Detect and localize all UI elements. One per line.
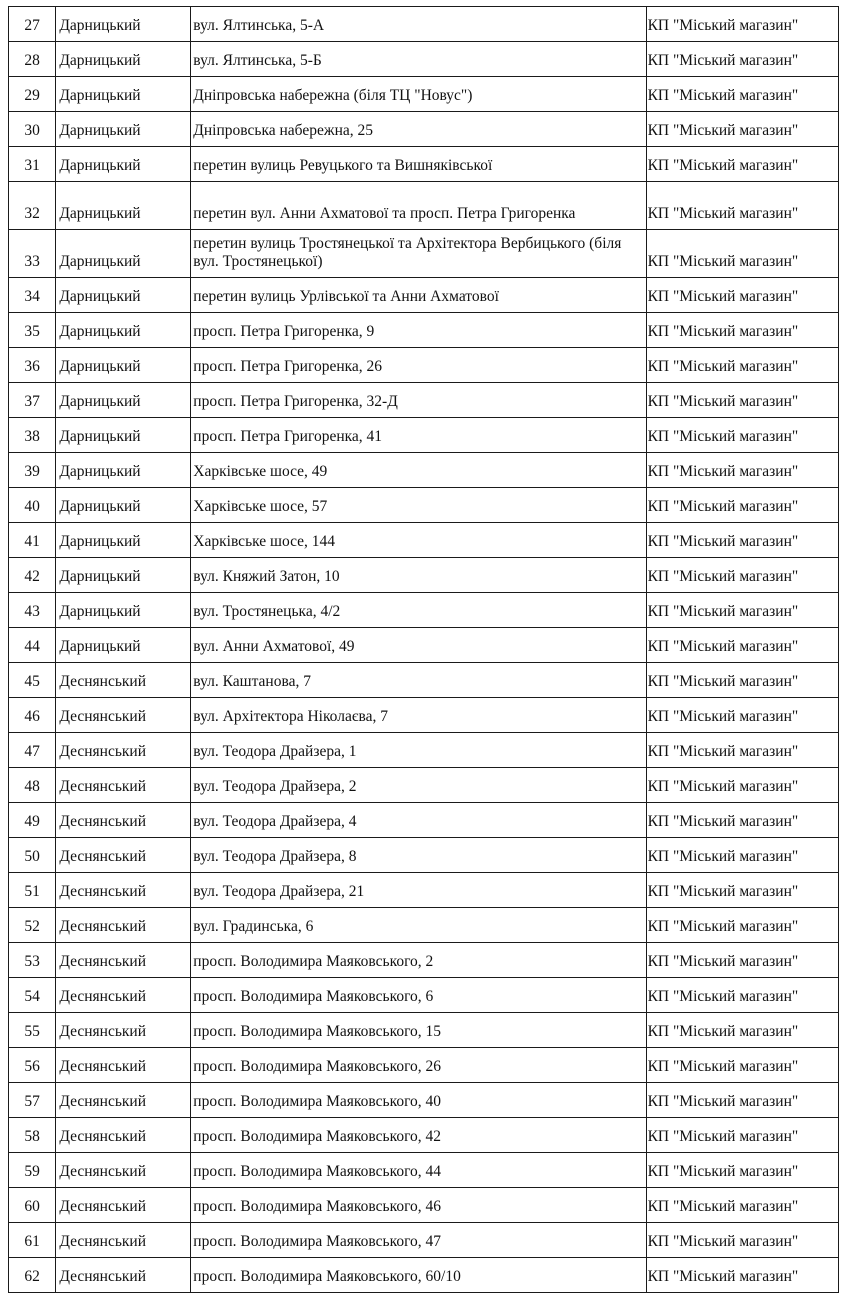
operator-cell: КП "Міський магазин" bbox=[646, 1258, 838, 1293]
operator-cell: КП "Міський магазин" bbox=[646, 663, 838, 698]
row-number-cell: 34 bbox=[9, 278, 56, 313]
table-row bbox=[9, 348, 839, 383]
table-row bbox=[9, 77, 839, 112]
row-number-cell: 50 bbox=[9, 838, 56, 873]
table-row bbox=[9, 908, 839, 943]
table-row bbox=[9, 978, 839, 1013]
address-cell: просп. Петра Григоренка, 9 bbox=[191, 313, 646, 348]
address-cell: Харківське шосе, 144 bbox=[191, 523, 646, 558]
operator-cell: КП "Міський магазин" bbox=[646, 1188, 838, 1223]
address-cell: вул. Теодора Драйзера, 4 bbox=[191, 803, 646, 838]
district-cell: Дарницький bbox=[56, 313, 191, 348]
table-row bbox=[9, 230, 839, 278]
operator-cell: КП "Міський магазин" bbox=[646, 7, 838, 42]
row-number-cell: 39 bbox=[9, 453, 56, 488]
operator-cell: КП "Міський магазин" bbox=[646, 978, 838, 1013]
district-cell: Дарницький bbox=[56, 182, 191, 230]
district-cell: Деснянський bbox=[56, 1258, 191, 1293]
district-cell: Дарницький bbox=[56, 112, 191, 147]
row-number-cell: 37 bbox=[9, 383, 56, 418]
address-cell: просп. Петра Григоренка, 41 bbox=[191, 418, 646, 453]
row-number-cell: 31 bbox=[9, 147, 56, 182]
district-cell: Дарницький bbox=[56, 77, 191, 112]
operator-cell: КП "Міський магазин" bbox=[646, 313, 838, 348]
address-cell: Дніпровська набережна (біля ТЦ "Новус") bbox=[191, 77, 646, 112]
row-number-cell: 33 bbox=[9, 230, 56, 278]
operator-cell: КП "Міський магазин" bbox=[646, 1223, 838, 1258]
address-cell: просп. Володимира Маяковського, 47 bbox=[191, 1223, 646, 1258]
district-cell: Дарницький bbox=[56, 7, 191, 42]
district-cell: Дарницький bbox=[56, 488, 191, 523]
row-number-cell: 35 bbox=[9, 313, 56, 348]
operator-cell: КП "Міський магазин" bbox=[646, 112, 838, 147]
row-number-cell: 48 bbox=[9, 768, 56, 803]
district-cell: Деснянський bbox=[56, 838, 191, 873]
district-cell: Дарницький bbox=[56, 348, 191, 383]
operator-cell: КП "Міський магазин" bbox=[646, 383, 838, 418]
row-number-cell: 41 bbox=[9, 523, 56, 558]
table-row bbox=[9, 182, 839, 230]
table-row bbox=[9, 663, 839, 698]
row-number-cell: 38 bbox=[9, 418, 56, 453]
address-cell: вул. Анни Ахматової, 49 bbox=[191, 628, 646, 663]
row-number-cell: 59 bbox=[9, 1153, 56, 1188]
address-cell: просп. Володимира Маяковського, 2 bbox=[191, 943, 646, 978]
address-cell: просп. Володимира Маяковського, 6 bbox=[191, 978, 646, 1013]
table-row bbox=[9, 1153, 839, 1188]
address-cell: вул. Ялтинська, 5-Б bbox=[191, 42, 646, 77]
address-cell: просп. Петра Григоренка, 32-Д bbox=[191, 383, 646, 418]
table-row bbox=[9, 383, 839, 418]
address-cell: Дніпровська набережна, 25 bbox=[191, 112, 646, 147]
district-cell: Дарницький bbox=[56, 453, 191, 488]
row-number-cell: 58 bbox=[9, 1118, 56, 1153]
address-cell: вул. Теодора Драйзера, 2 bbox=[191, 768, 646, 803]
district-cell: Дарницький bbox=[56, 147, 191, 182]
table-row bbox=[9, 873, 839, 908]
row-number-cell: 43 bbox=[9, 593, 56, 628]
operator-cell: КП "Міський магазин" bbox=[646, 1048, 838, 1083]
row-number-cell: 44 bbox=[9, 628, 56, 663]
address-cell: вул. Ялтинська, 5-А bbox=[191, 7, 646, 42]
district-cell: Деснянський bbox=[56, 873, 191, 908]
row-number-cell: 62 bbox=[9, 1258, 56, 1293]
operator-cell: КП "Міський магазин" bbox=[646, 77, 838, 112]
operator-cell: КП "Міський магазин" bbox=[646, 147, 838, 182]
district-cell: Деснянський bbox=[56, 1118, 191, 1153]
table-row bbox=[9, 278, 839, 313]
row-number-cell: 57 bbox=[9, 1083, 56, 1118]
address-cell: вул. Каштанова, 7 bbox=[191, 663, 646, 698]
operator-cell: КП "Міський магазин" bbox=[646, 873, 838, 908]
table-row bbox=[9, 1223, 839, 1258]
address-cell: вул. Тростянецька, 4/2 bbox=[191, 593, 646, 628]
district-cell: Деснянський bbox=[56, 908, 191, 943]
operator-cell: КП "Міський магазин" bbox=[646, 593, 838, 628]
district-cell: Дарницький bbox=[56, 230, 191, 278]
district-cell: Деснянський bbox=[56, 1153, 191, 1188]
row-number-cell: 49 bbox=[9, 803, 56, 838]
table-row bbox=[9, 628, 839, 663]
district-cell: Дарницький bbox=[56, 558, 191, 593]
operator-cell: КП "Міський магазин" bbox=[646, 733, 838, 768]
district-cell: Дарницький bbox=[56, 383, 191, 418]
table-row bbox=[9, 418, 839, 453]
district-cell: Деснянський bbox=[56, 803, 191, 838]
table-row bbox=[9, 943, 839, 978]
address-cell: просп. Петра Григоренка, 26 bbox=[191, 348, 646, 383]
address-cell: Харківське шосе, 57 bbox=[191, 488, 646, 523]
table-row bbox=[9, 523, 839, 558]
operator-cell: КП "Міський магазин" bbox=[646, 628, 838, 663]
address-cell: перетин вул. Анни Ахматової та просп. Петра Григоренка bbox=[191, 182, 646, 230]
address-cell: вул. Княжий Затон, 10 bbox=[191, 558, 646, 593]
address-cell: просп. Володимира Маяковського, 40 bbox=[191, 1083, 646, 1118]
operator-cell: КП "Міський магазин" bbox=[646, 348, 838, 383]
row-number-cell: 47 bbox=[9, 733, 56, 768]
table-row bbox=[9, 1048, 839, 1083]
table-row bbox=[9, 453, 839, 488]
operator-cell: КП "Міський магазин" bbox=[646, 768, 838, 803]
address-cell: просп. Володимира Маяковського, 60/10 bbox=[191, 1258, 646, 1293]
row-number-cell: 54 bbox=[9, 978, 56, 1013]
row-number-cell: 36 bbox=[9, 348, 56, 383]
row-number-cell: 32 bbox=[9, 182, 56, 230]
address-cell: перетин вулиць Тростянецької та Архітектора Вербицького (біля вул. Тростянецької) bbox=[191, 230, 646, 278]
district-cell: Деснянський bbox=[56, 1223, 191, 1258]
address-cell: просп. Володимира Маяковського, 44 bbox=[191, 1153, 646, 1188]
row-number-cell: 40 bbox=[9, 488, 56, 523]
district-cell: Дарницький bbox=[56, 418, 191, 453]
table-row bbox=[9, 313, 839, 348]
operator-cell: КП "Міський магазин" bbox=[646, 488, 838, 523]
row-number-cell: 45 bbox=[9, 663, 56, 698]
table-row bbox=[9, 733, 839, 768]
table-row bbox=[9, 112, 839, 147]
district-cell: Деснянський bbox=[56, 1188, 191, 1223]
table-row bbox=[9, 558, 839, 593]
operator-cell: КП "Міський магазин" bbox=[646, 558, 838, 593]
kiosk-locations-table bbox=[8, 6, 839, 1293]
operator-cell: КП "Міський магазин" bbox=[646, 418, 838, 453]
district-cell: Дарницький bbox=[56, 523, 191, 558]
table-row bbox=[9, 1013, 839, 1048]
table-row bbox=[9, 1083, 839, 1118]
district-cell: Деснянський bbox=[56, 768, 191, 803]
address-cell: перетин вулиць Урлівської та Анни Ахматової bbox=[191, 278, 646, 313]
address-cell: перетин вулиць Ревуцького та Вишняківської bbox=[191, 147, 646, 182]
district-cell: Деснянський bbox=[56, 663, 191, 698]
address-cell: просп. Володимира Маяковського, 26 bbox=[191, 1048, 646, 1083]
row-number-cell: 30 bbox=[9, 112, 56, 147]
address-cell: вул. Теодора Драйзера, 21 bbox=[191, 873, 646, 908]
operator-cell: КП "Міський магазин" bbox=[646, 698, 838, 733]
district-cell: Деснянський bbox=[56, 978, 191, 1013]
district-cell: Деснянський bbox=[56, 698, 191, 733]
district-cell: Деснянський bbox=[56, 1083, 191, 1118]
table-row bbox=[9, 1258, 839, 1293]
district-cell: Деснянський bbox=[56, 1013, 191, 1048]
row-number-cell: 28 bbox=[9, 42, 56, 77]
operator-cell: КП "Міський магазин" bbox=[646, 278, 838, 313]
row-number-cell: 29 bbox=[9, 77, 56, 112]
table-row bbox=[9, 488, 839, 523]
district-cell: Дарницький bbox=[56, 593, 191, 628]
row-number-cell: 52 bbox=[9, 908, 56, 943]
district-cell: Деснянський bbox=[56, 943, 191, 978]
row-number-cell: 42 bbox=[9, 558, 56, 593]
table-row bbox=[9, 698, 839, 733]
operator-cell: КП "Міський магазин" bbox=[646, 943, 838, 978]
table-row bbox=[9, 838, 839, 873]
operator-cell: КП "Міський магазин" bbox=[646, 523, 838, 558]
operator-cell: КП "Міський магазин" bbox=[646, 42, 838, 77]
table-row bbox=[9, 1188, 839, 1223]
operator-cell: КП "Міський магазин" bbox=[646, 182, 838, 230]
address-cell: вул. Градинська, 6 bbox=[191, 908, 646, 943]
table-row bbox=[9, 1118, 839, 1153]
address-cell: просп. Володимира Маяковського, 42 bbox=[191, 1118, 646, 1153]
district-cell: Дарницький bbox=[56, 42, 191, 77]
table-row bbox=[9, 768, 839, 803]
operator-cell: КП "Міський магазин" bbox=[646, 1013, 838, 1048]
address-cell: вул. Теодора Драйзера, 1 bbox=[191, 733, 646, 768]
row-number-cell: 55 bbox=[9, 1013, 56, 1048]
district-cell: Деснянський bbox=[56, 1048, 191, 1083]
table-row bbox=[9, 593, 839, 628]
table-row bbox=[9, 147, 839, 182]
address-cell: Харківське шосе, 49 bbox=[191, 453, 646, 488]
row-number-cell: 51 bbox=[9, 873, 56, 908]
operator-cell: КП "Міський магазин" bbox=[646, 803, 838, 838]
address-cell: просп. Володимира Маяковського, 15 bbox=[191, 1013, 646, 1048]
district-cell: Деснянський bbox=[56, 733, 191, 768]
district-cell: Дарницький bbox=[56, 628, 191, 663]
table-row bbox=[9, 42, 839, 77]
operator-cell: КП "Міський магазин" bbox=[646, 1153, 838, 1188]
operator-cell: КП "Міський магазин" bbox=[646, 230, 838, 278]
row-number-cell: 60 bbox=[9, 1188, 56, 1223]
operator-cell: КП "Міський магазин" bbox=[646, 838, 838, 873]
row-number-cell: 27 bbox=[9, 7, 56, 42]
address-cell: вул. Теодора Драйзера, 8 bbox=[191, 838, 646, 873]
table-row bbox=[9, 803, 839, 838]
operator-cell: КП "Міський магазин" bbox=[646, 1083, 838, 1118]
row-number-cell: 56 bbox=[9, 1048, 56, 1083]
address-cell: вул. Архітектора Ніколаєва, 7 bbox=[191, 698, 646, 733]
district-cell: Дарницький bbox=[56, 278, 191, 313]
row-number-cell: 46 bbox=[9, 698, 56, 733]
operator-cell: КП "Міський магазин" bbox=[646, 908, 838, 943]
table-body bbox=[9, 7, 839, 1293]
row-number-cell: 61 bbox=[9, 1223, 56, 1258]
table-row bbox=[9, 7, 839, 42]
row-number-cell: 53 bbox=[9, 943, 56, 978]
operator-cell: КП "Міський магазин" bbox=[646, 1118, 838, 1153]
address-cell: просп. Володимира Маяковського, 46 bbox=[191, 1188, 646, 1223]
operator-cell: КП "Міський магазин" bbox=[646, 453, 838, 488]
